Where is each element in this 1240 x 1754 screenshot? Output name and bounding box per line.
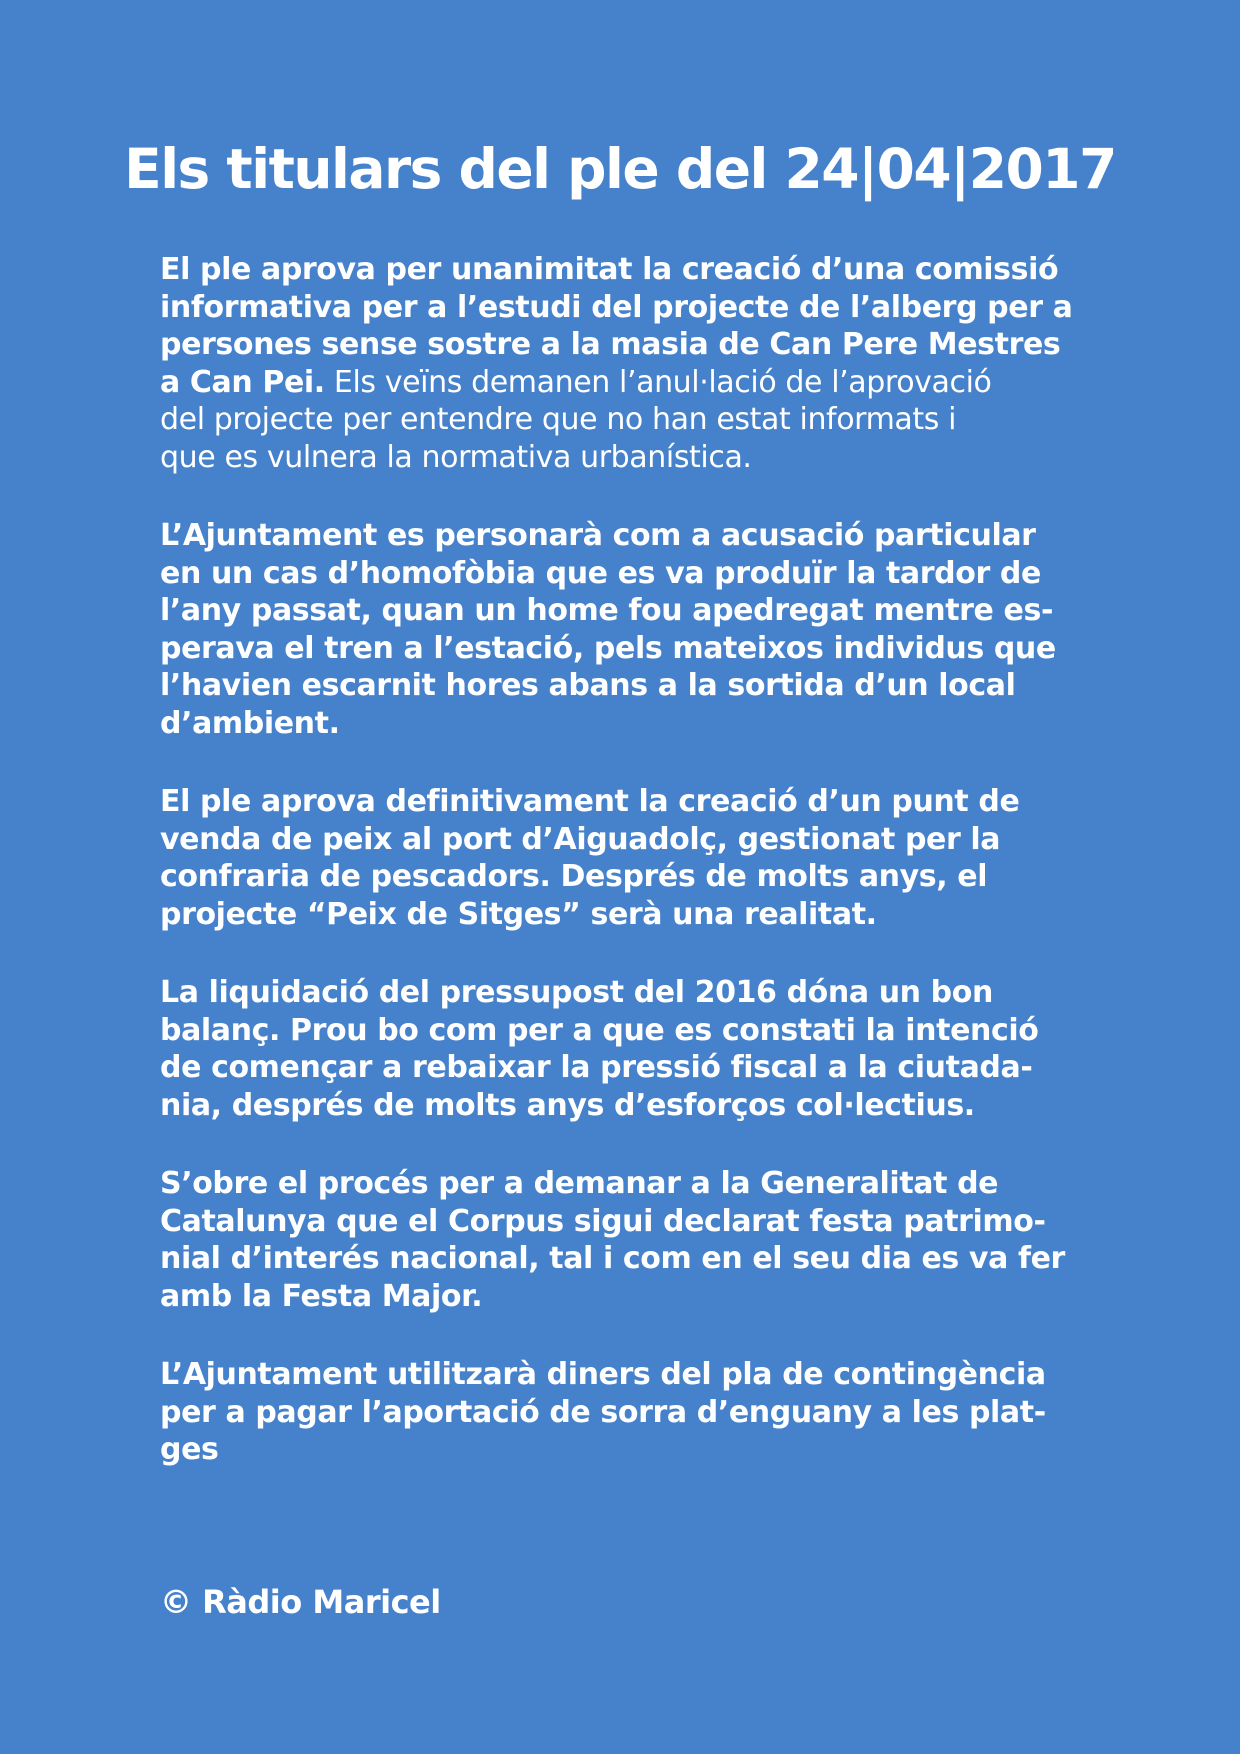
headline-line: l’havien escarnit hores abans a la sortida d’un local	[160, 668, 1016, 703]
headline-line: L’Ajuntament es personarà com a acusació particular	[160, 518, 1036, 553]
headline-mixed-line	[160, 364, 1100, 402]
headline-line: venda de peix al port d’Aiguadolç, gestionat per la	[160, 821, 1001, 857]
headline-3	[160, 783, 1100, 933]
headline-line: que es vulnera la normativa urbanística.	[160, 439, 752, 475]
headline-line: Catalunya que el Corpus sigui declarat festa patrimo-	[160, 1203, 1046, 1239]
headline-line: del projecte per entendre que no han estat informats i	[160, 402, 957, 437]
headline-line: El ple aprova per unanimitat la creació d’una comissió	[160, 252, 1059, 287]
headline-line: projecte “Peix de Sitges” serà una realitat.	[160, 896, 877, 932]
headline-6	[160, 1356, 1100, 1469]
headline-normal-tail: Els veïns demanen l’anul·lació de l’aprovació	[324, 364, 992, 400]
headlines	[160, 251, 1100, 1510]
headline-line: La liquidació del pressupost del 2016 dóna un bon	[160, 975, 993, 1010]
headline-bold-tail: a Can Pei.	[160, 364, 325, 400]
headline-2	[160, 517, 1100, 742]
headline-line: informativa per a l’estudi del projecte de l’alberg per a	[160, 289, 1073, 325]
headline-1	[160, 251, 1100, 476]
headline-line: d’ambient.	[160, 705, 340, 741]
headline-line: confraria de pescadors. Després de molts anys, el	[160, 859, 988, 894]
headline-line: balanç. Prou bo com per a que es constati la intenció	[160, 1012, 1039, 1048]
headline-line: per a pagar l’aportació de sorra d’enguany a les plat-	[160, 1394, 1046, 1430]
headline-line: L’Ajuntament utilitzarà diners del pla de contingència	[160, 1357, 1046, 1392]
headline-line: perava el tren a l’estació, pels mateixos individus que	[160, 630, 1056, 666]
headline-line: persones sense sostre a la masia de Can Pere Mestres	[160, 327, 1061, 362]
headline-line: en un cas d’homofòbia que es va produïr la tardor de	[160, 555, 1041, 591]
headline-line: amb la Festa Major.	[160, 1278, 483, 1314]
headline-line: S’obre el procés per a demanar a la Generalitat de	[160, 1166, 999, 1201]
headline-line: ges	[160, 1432, 219, 1467]
headline-line: nia, després de molts anys d’esforços col·lectius.	[160, 1087, 975, 1123]
copyright-credit: © Ràdio Maricel	[160, 1583, 441, 1621]
headline-4	[160, 974, 1100, 1124]
page-title: Els titulars del ple del 24|04|2017	[124, 137, 1116, 201]
headline-line: El ple aprova definitivament la creació d’un punt de	[160, 784, 1020, 819]
headline-line: de començar a rebaixar la pressió fiscal a la ciutada-	[160, 1050, 1033, 1085]
headline-line: l’any passat, quan un home fou apedregat mentre es-	[160, 593, 1053, 628]
headline-line: nial d’interés nacional, tal i com en el seu dia es va fer	[160, 1241, 1065, 1276]
headline-5	[160, 1165, 1100, 1315]
